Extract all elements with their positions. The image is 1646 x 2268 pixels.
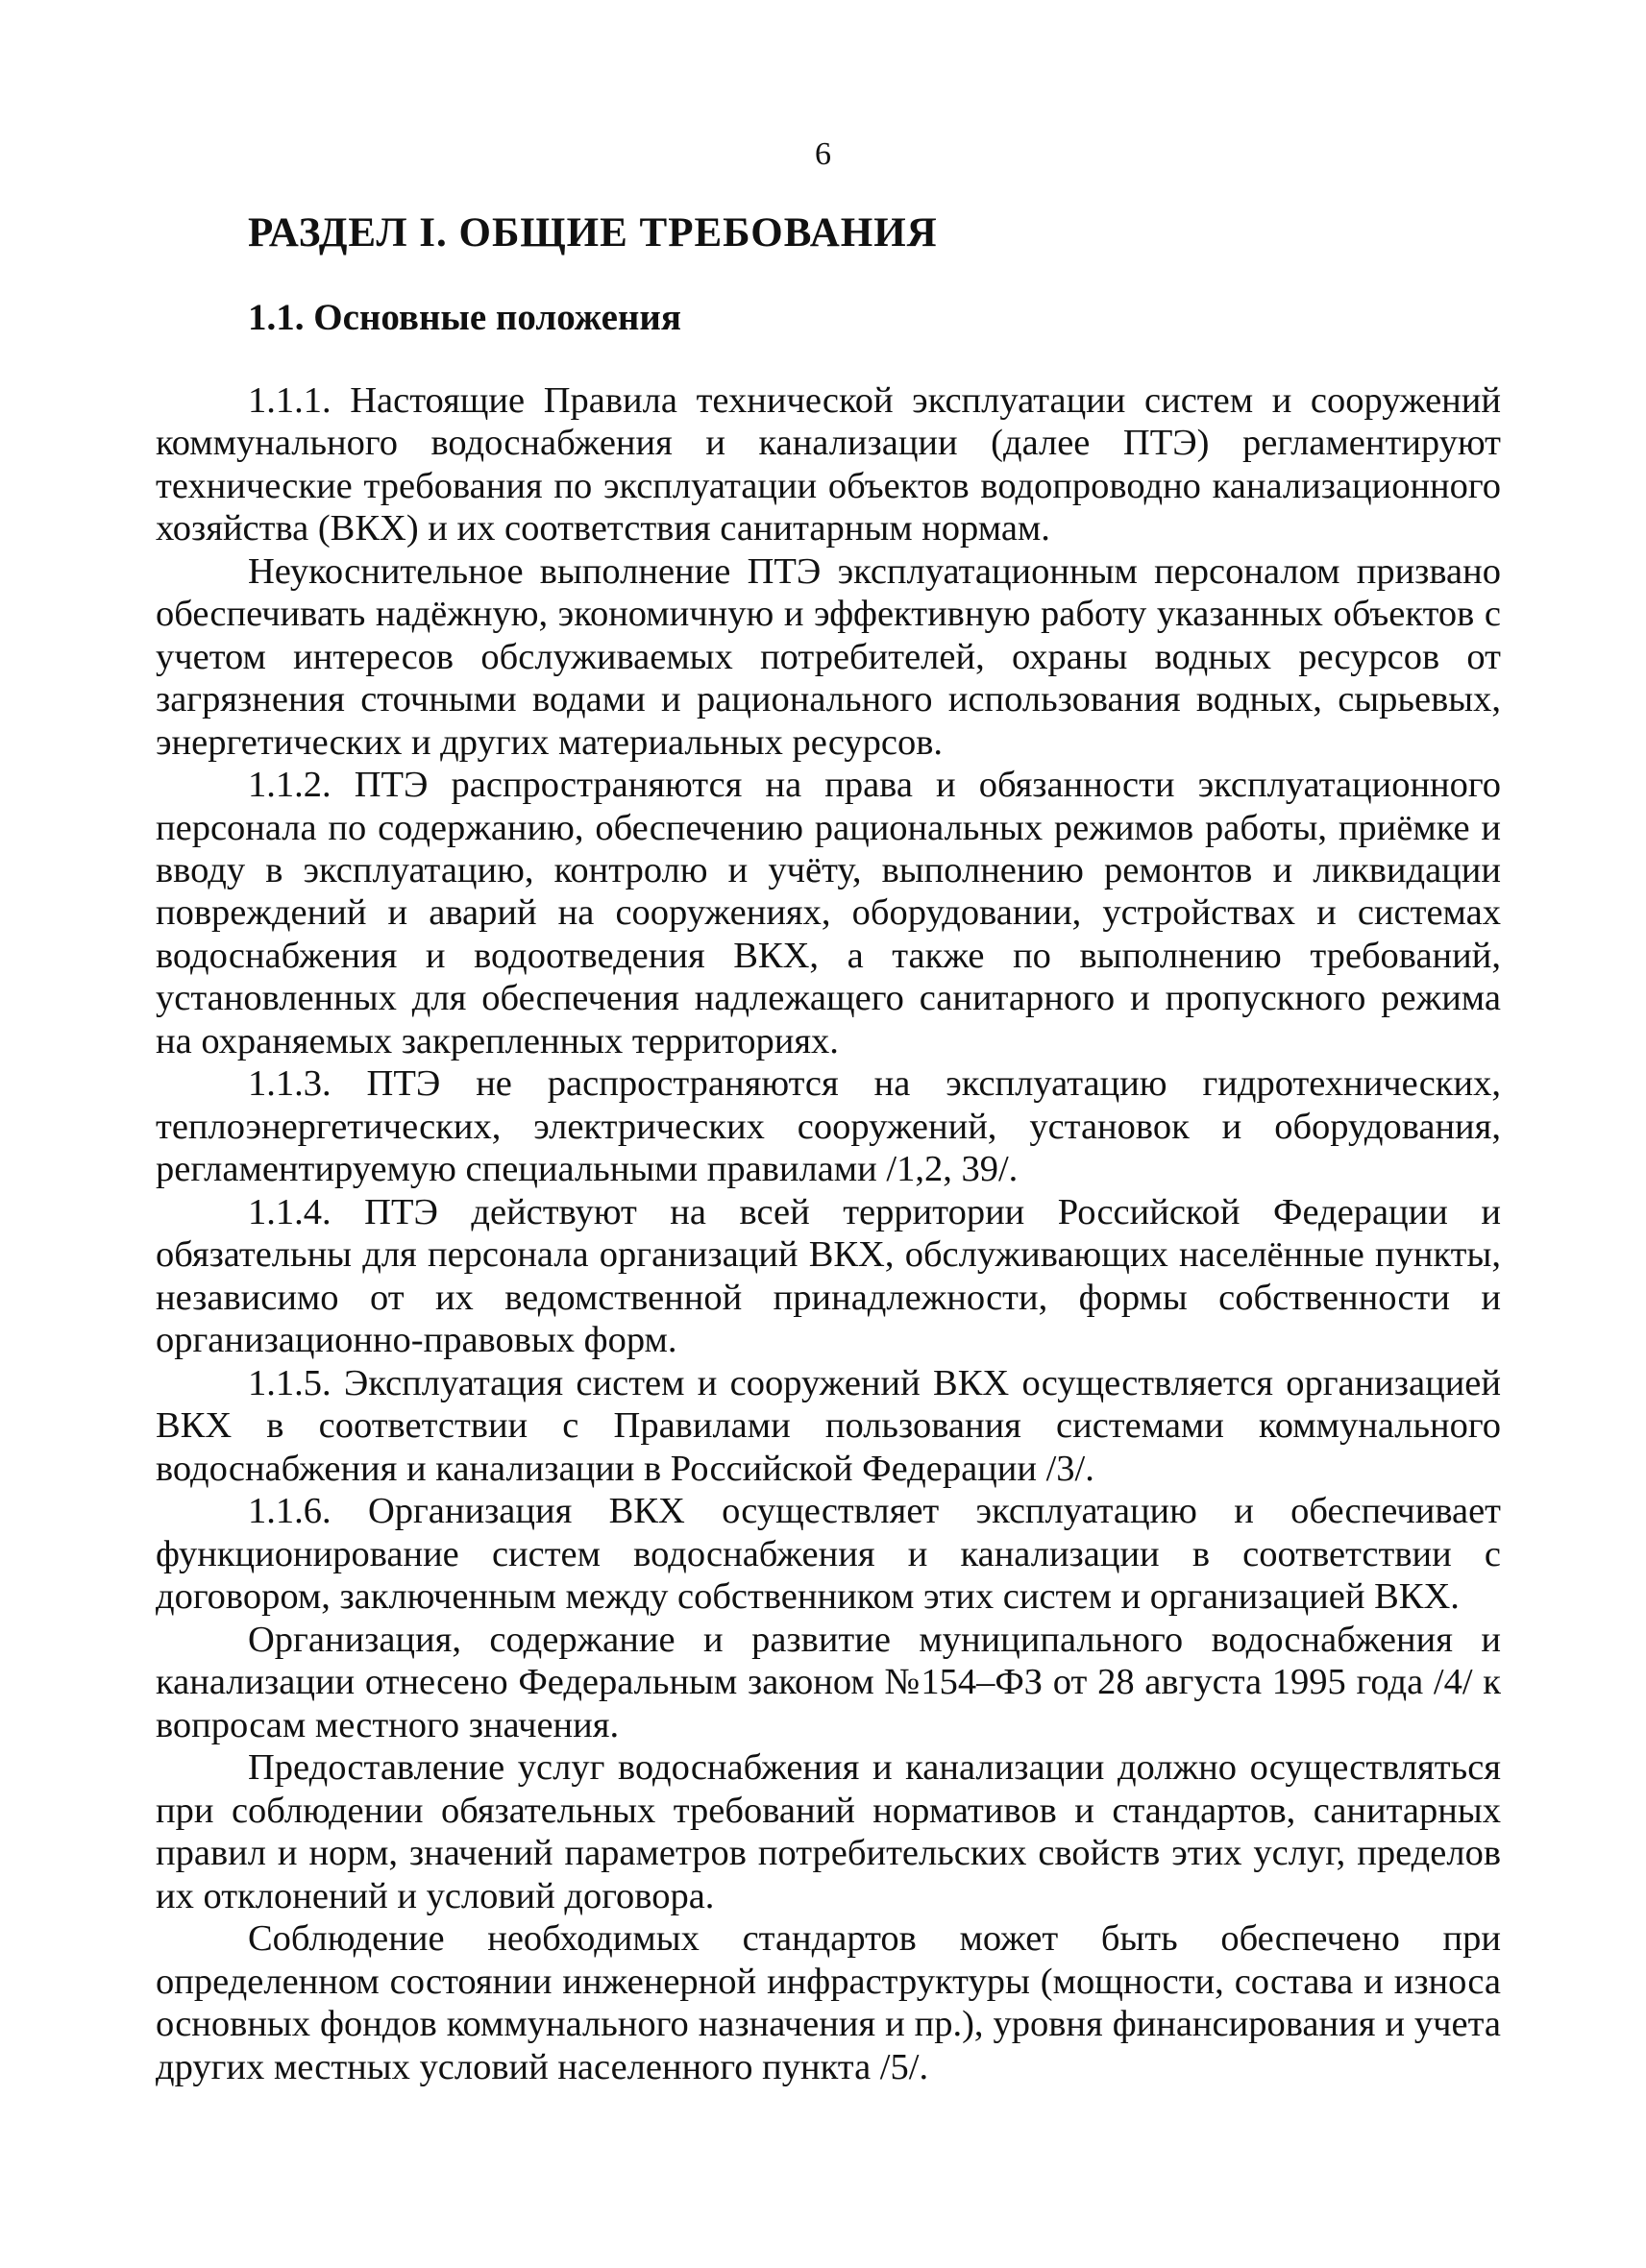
paragraph-continuation-3: Предоставление услуг водоснабжения и канализации должно осуществляться при соблюдении обязательных требований нормативов и стандартов, санитарных правил и норм, значений параметров потребительских свойств этих услуг, пределов их отклонений и условий договора. — [156, 1747, 1501, 1916]
paragraph-continuation-2: Организация, содержание и развитие муниципального водоснабжения и канализации отнесено Федеральным законом №154–ФЗ от 28 августа 1995 года /4/ к вопросам местного значения. — [156, 1619, 1501, 1745]
paragraph-continuation-1: Неукоснительное выполнение ПТЭ эксплуатационным персоналом призвано обеспечивать надёжную, экономичную и эффективную работу указанных объектов с учетом интересов обслуживаемых потребителей, охраны водных ресурсов от загрязнения сточными водами и рационального использования водных, сырьевых, энергетических и других материальных ресурсов. — [156, 550, 1501, 763]
section-title: РАЗДЕЛ I. ОБЩИЕ ТРЕБОВАНИЯ — [248, 210, 938, 256]
paragraph-1-1-4: 1.1.4. ПТЭ действуют на всей территории Российской Федерации и обязательны для персонала организаций ВКХ, обслуживающих населённые пункты, независимо от их ведомственной принадлежности, формы собственности и организационно-правовых форм. — [156, 1191, 1501, 1361]
paragraph-1-1-1: 1.1.1. Настоящие Правила технической эксплуатации систем и сооружений коммунального водоснабжения и канализации (далее ПТЭ) регламентируют технические требования по эксплуатации объектов водопроводно канализационного хозяйства (ВКХ) и их соответствия санитарным нормам. — [156, 380, 1501, 549]
paragraph-1-1-5: 1.1.5. Эксплуатация систем и сооружений ВКХ осуществляется организацией ВКХ в соответствии с Правилами пользования системами коммунального водоснабжения и канализации в Российской Федерации /3/. — [156, 1362, 1501, 1489]
page-number: 6 — [815, 136, 831, 172]
paragraph-continuation-4: Соблюдение необходимых стандартов может быть обеспечено при определенном состоянии инженерной инфраструктуры (мощности, состава и износа основных фондов коммунального назначения и пр.), уровня финансирования и учета других местных условий населенного пункта /5/. — [156, 1918, 1501, 2087]
document-body — [156, 379, 1501, 2088]
paragraph-1-1-2: 1.1.2. ПТЭ распространяются на права и обязанности эксплуатационного персонала по содержанию, обеспечению рациональных режимов работы, приёмке и вводу в эксплуатацию, контролю и учёту, выполнению ремонтов и ликвидации повреждений и аварий на сооружениях, оборудовании, устройствах и системах водоснабжения и водоотведения ВКХ, а также по выполнению требований, установленных для обеспечения надлежащего санитарного и пропускного режима на охраняемых закрепленных территориях. — [156, 765, 1501, 1061]
paragraph-1-1-3: 1.1.3. ПТЭ не распространяются на эксплуатацию гидротехнических, теплоэнергетических, электрических сооружений, установок и оборудования, регламентируемую специальными правилами /1,2, 39/. — [156, 1063, 1501, 1190]
subsection-title: 1.1. Основные положения — [248, 297, 681, 338]
paragraph-1-1-6: 1.1.6. Организация ВКХ осуществляет эксплуатацию и обеспечивает функционирование систем водоснабжения и канализации в соответствии с договором, заключенным между собственником этих систем и организацией ВКХ. — [156, 1491, 1501, 1618]
